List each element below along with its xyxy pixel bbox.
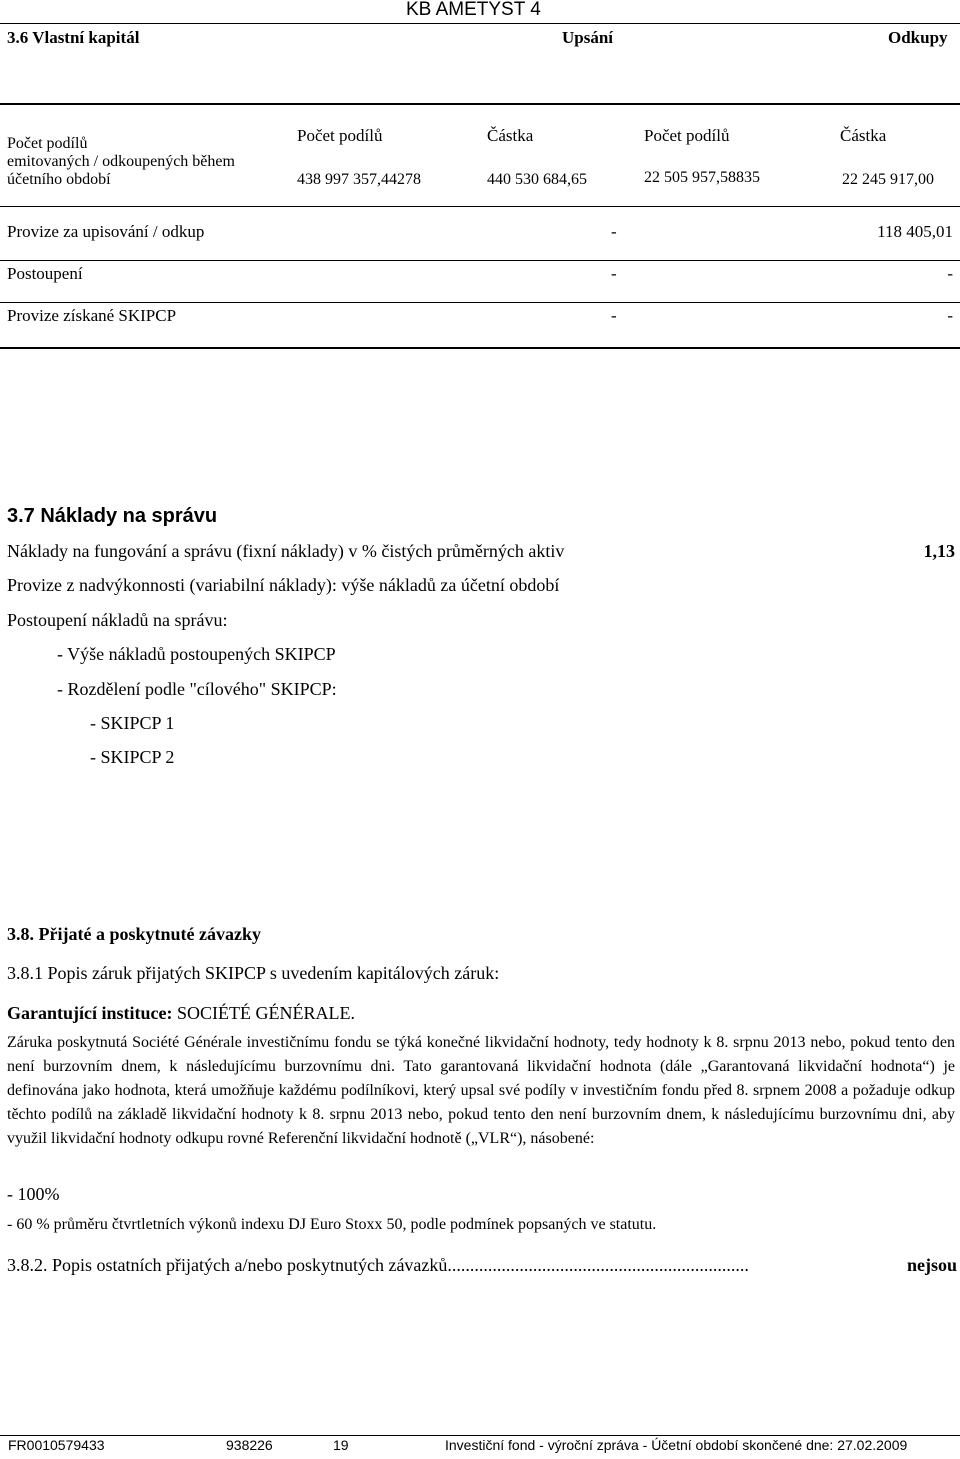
table-row-label: Postoupení <box>7 264 83 283</box>
units-issued-label <box>7 135 235 189</box>
table-row-redemption: - <box>947 264 953 283</box>
redemption-units-header: Počet podílů <box>644 126 730 145</box>
header-rule <box>0 23 960 24</box>
section-3-8-1-title: 3.8.1 Popis záruk přijatých SKIPCP s uvedením kapitálových záruk: <box>7 963 500 983</box>
subscription-amount-header: Částka <box>487 126 534 145</box>
table-top-rule <box>0 103 960 105</box>
table-row-label: Provize za upisování / odkup <box>7 222 205 241</box>
fixed-costs-label: Náklady na fungování a správu (fixní náklady) v % čistých průměrných aktiv <box>7 541 565 561</box>
skipcp-2-label: - SKIPCP 2 <box>90 747 175 767</box>
section-3-8-2-value: nejsou <box>906 1255 957 1275</box>
section-3-7-title: 3.7 Náklady na správu <box>7 505 218 527</box>
subscription-units-header: Počet podílů <box>297 126 383 145</box>
guarantee-description: Záruka poskytnutá Société Générale investičnímu fondu se týká konečné likvidační hodnoty, tedy hodnoty k 8. srpnu 2013 nebo, pokud tento den není burzovním dnem, k následujícímu burzovnímu dni. Tato garantovaná likvidační hodnota (dále „Garantovaná likvidační hodnota“) je definována jako hodnota, která umožňuje každému podílníkovi, který upsal své podíly v investičním fondu před 8. srpnem 2008 a požaduje odkup těchto podílů na základě likvidační hodnoty k 8. srpnu 2013 nebo, pokud tento den není burzovním dnem, k následujícímu burzovnímu dni, aby využil likvidační hodnoty odkupu rovné Referenční likvidační hodnotě („VLR“), násobené: <box>7 1034 955 1147</box>
subscription-column-header: Upsání <box>562 28 614 47</box>
redemption-column-header: Odkupy <box>888 28 948 47</box>
cost-transfer-label: Postoupení nákladů na správu: <box>7 610 228 630</box>
footer-isin: FR0010579433 <box>8 1437 105 1453</box>
subscription-amount-value: 440 530 684,65 <box>487 171 587 188</box>
table-bottom-rule <box>0 347 960 349</box>
table-row-redemption: - <box>947 306 953 325</box>
footer-page-number: 19 <box>333 1437 349 1453</box>
table-rule <box>0 302 960 303</box>
units-label-line: Počet podílů <box>7 135 88 152</box>
subscription-units-value: 438 997 357,44278 <box>297 171 421 188</box>
split-by-target-label: - Rozdělení podle "cílového" SKIPCP: <box>57 679 337 699</box>
redemption-amount-header: Částka <box>840 126 887 145</box>
table-row-subscription: - <box>611 222 617 241</box>
section-3-8-2-title: 3.8.2. Popis ostatních přijatých a/nebo poskytnutých závazků................................................................... <box>7 1255 749 1275</box>
section-3-8-title: 3.8. Přijaté a poskytnuté závazky <box>7 924 261 944</box>
guarantor-label: Garantující instituce: <box>7 1003 177 1023</box>
table-rule <box>0 206 960 207</box>
redemption-units-value: 22 505 957,58835 <box>644 169 760 186</box>
table-rule <box>0 260 960 261</box>
guarantor-line <box>7 1003 355 1024</box>
guarantor-name: SOCIÉTÉ GÉNÉRALE. <box>176 1003 355 1023</box>
skipcp-1-label: - SKIPCP 1 <box>90 713 175 733</box>
table-row-redemption: 118 405,01 <box>877 222 953 241</box>
document-title: KB AMETYST 4 <box>406 0 541 20</box>
footer-code: 938226 <box>226 1437 273 1453</box>
fixed-costs-value: 1,13 <box>923 541 955 561</box>
transferred-costs-label: - Výše nákladů postoupených SKIPCP <box>57 644 336 664</box>
table-row-subscription: - <box>611 264 617 283</box>
units-label-line: účetního období <box>7 171 111 188</box>
section-3-6-title: 3.6 Vlastní kapitál <box>7 28 140 47</box>
footer-rule <box>0 1435 960 1436</box>
table-row-subscription: - <box>611 306 617 325</box>
multiplier-bullet-2: - 60 % průměru čtvrtletních výkonů indexu DJ Euro Stoxx 50, podle podmínek popsaných ve statutu. <box>7 1216 657 1233</box>
units-label-line: emitovaných / odkoupených během <box>7 153 235 170</box>
performance-fee-label: Provize z nadvýkonnosti (variabilní náklady): výše nákladů za účetní období <box>7 575 560 595</box>
footer-description: Investiční fond - výroční zpráva - Účetní období skončené dne: 27.02.2009 <box>445 1437 908 1453</box>
table-row-label: Provize získané SKIPCP <box>7 306 177 325</box>
redemption-amount-value: 22 245 917,00 <box>842 171 934 188</box>
multiplier-bullet-1: - 100% <box>7 1184 60 1204</box>
